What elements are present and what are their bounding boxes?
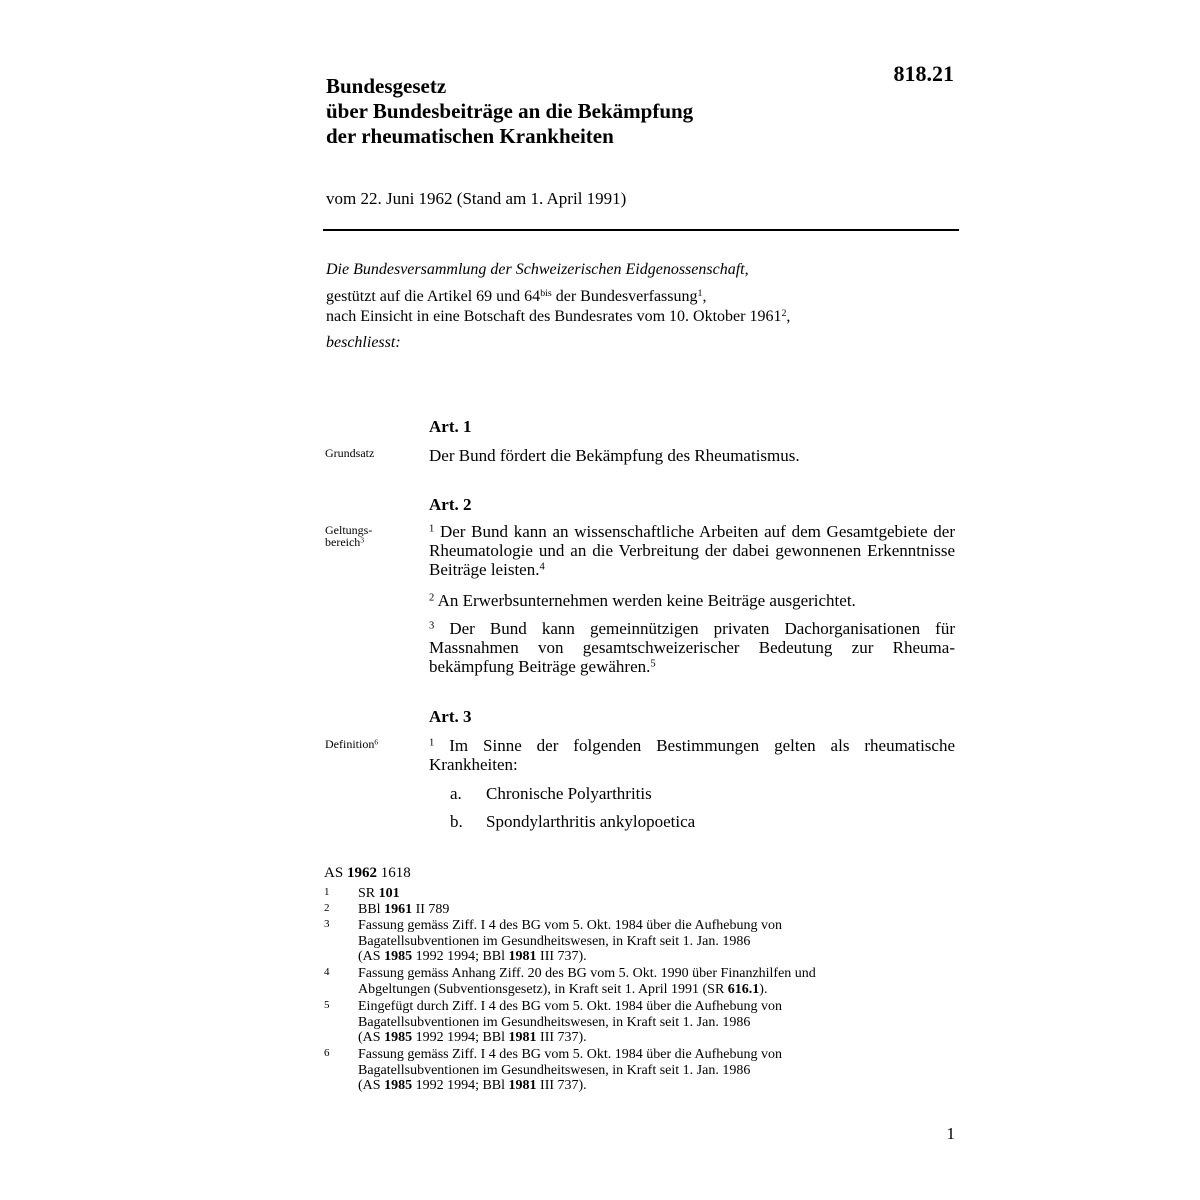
paragraph-text: An Erwerbsunternehmen werden keine Beiträge ausgerichtet. — [434, 591, 856, 610]
paragraph-number: 1 — [429, 523, 435, 535]
article-2-heading: Art. 2 — [429, 495, 472, 514]
preamble-message — [326, 307, 956, 327]
article-3-margin-word: Definition — [325, 737, 375, 751]
footnote-bold: 1981 — [508, 1078, 537, 1093]
footnote-bold: 1985 — [384, 949, 413, 964]
official-collection-reference — [324, 864, 411, 882]
footnote-line: Fassung gemäss Ziff. I 4 des BG vom 5. Okt. 1984 über die Aufhebung von — [358, 918, 782, 933]
footnote-number: 5 — [324, 999, 330, 1011]
paragraph-number: 2 — [429, 592, 435, 604]
footnote-number: 3 — [324, 918, 330, 930]
footnote-bold: 1961 — [384, 902, 413, 917]
footnote-line: Fassung gemäss Anhang Ziff. 20 des BG vom 5. Okt. 1990 über Finanzhilfen und — [358, 966, 816, 981]
article-2-margin-word: bereich — [325, 535, 361, 549]
preamble-message-end: , — [786, 308, 791, 325]
title-line-2: über Bundesbeiträge an die Bekämpfung — [326, 99, 694, 123]
footnote-bold: 616.1 — [727, 981, 760, 997]
preamble-message-text: nach Einsicht in eine Botschaft des Bundesrates vom 10. Oktober 1961 — [326, 308, 782, 325]
footnote-text: III 737). — [536, 949, 587, 964]
list-item-letter: a. — [450, 784, 462, 803]
footnote-text: 1992 1994; BBl — [412, 949, 509, 964]
footnote-bold: 1985 — [384, 1078, 413, 1093]
footnote-line — [358, 949, 964, 965]
paragraph-text: Im Sinne der folgenden Bestimmungen gelten als rheumatische Krankheiten: — [429, 736, 955, 774]
footnote-line: Bagatellsubventionen im Gesundheitswesen, in Kraft seit 1. Jan. 1986 — [358, 933, 751, 949]
footnote-line — [358, 886, 964, 902]
footnote-ref-4[interactable]: 4 — [539, 561, 545, 573]
list-item-text: Chronische Polyarthritis — [486, 784, 652, 803]
paragraph-text: Der Bund kann gemeinnützigen privaten Dachorganisationen für Massnahmen von gesamtschweizerischer Bedeutung zur Rheuma-bekämpfung Beiträge gewähren. — [429, 619, 955, 676]
article-2-margin-line-2 — [325, 536, 420, 548]
footnote-2 — [324, 902, 964, 918]
footnote-5 — [324, 999, 964, 1046]
preamble-basis-text: gestützt auf die Artikel 69 und 64 — [326, 288, 541, 305]
paragraph-number: 1 — [429, 737, 435, 749]
footnote-text: Abgeltungen (Subventionsgesetz), in Kraft seit 1. April 1991 (SR — [358, 981, 728, 997]
footnote-text: II 789 — [412, 902, 450, 917]
footnote-text: 1992 1994; BBl — [412, 1030, 509, 1045]
footnote-3 — [324, 918, 964, 965]
article-2-margin-note — [325, 524, 420, 548]
footnote-text: ). — [759, 981, 768, 997]
footnote-4 — [324, 966, 964, 997]
article-1-text: Der Bund fördert die Bekämpfung des Rheumatismus. — [429, 446, 800, 465]
footnote-ref-5[interactable]: 5 — [650, 658, 656, 670]
article-3-paragraph-1 — [429, 736, 955, 774]
preamble-basis-text-2: der Bundesverfassung — [551, 288, 698, 305]
footnote-ref-3[interactable]: 3 — [360, 535, 365, 545]
footnote-bold: 1981 — [508, 949, 537, 964]
preamble-basis-end: , — [702, 288, 707, 305]
preamble-decides: beschliesst: — [326, 334, 401, 351]
article-2-paragraph-2 — [429, 591, 955, 610]
footnote-text: III 737). — [536, 1030, 587, 1045]
sr-number: 818.21 — [893, 61, 954, 86]
footnote-line: Eingefügt durch Ziff. I 4 des BG vom 5. Okt. 1984 über die Aufhebung von — [358, 999, 782, 1014]
header-rule — [323, 229, 959, 231]
footnote-bold: 1985 — [384, 1030, 413, 1045]
footnote-number: 2 — [324, 902, 330, 914]
paragraph-text: Der Bund kann an wissenschaftliche Arbeiten auf dem Gesamtgebiete der Rheumatologie und an die Verbreitung der dabei gewonnenen Erkenntnisse Beiträge leisten. — [429, 522, 955, 579]
preamble-assembly: Die Bundesversammlung der Schweizerischen Eidgenossenschaft, — [326, 261, 749, 278]
footnote-line — [358, 902, 964, 918]
footnote-text: (AS — [358, 949, 385, 964]
article-2-paragraph-3 — [429, 619, 955, 676]
title-line-1: Bundesgesetz — [326, 74, 447, 98]
footnote-6 — [324, 1047, 964, 1094]
list-item-text: Spondylarthritis ankylopoetica — [486, 812, 696, 831]
footnote-number: 1 — [324, 886, 330, 898]
article-1-margin-note: Grundsatz — [325, 446, 375, 460]
footnote-line — [358, 982, 964, 998]
footnote-bold: 1981 — [508, 1030, 537, 1045]
footnote-number: 6 — [324, 1047, 330, 1059]
article-3-margin-note — [325, 738, 420, 750]
article-2-margin-line-1: Geltungs- — [325, 523, 373, 537]
as-page: 1618 — [376, 865, 411, 881]
law-date: vom 22. Juni 1962 (Stand am 1. April 1991) — [326, 189, 627, 208]
footnote-text: (AS — [358, 1078, 385, 1093]
footnote-text: SR — [358, 886, 379, 901]
list-item-letter: b. — [450, 812, 463, 831]
footnote-line: Fassung gemäss Ziff. I 4 des BG vom 5. Okt. 1984 über die Aufhebung von — [358, 1047, 782, 1062]
paragraph-number: 3 — [429, 620, 435, 632]
article-1-heading: Art. 1 — [429, 417, 472, 436]
article-2-paragraph-1 — [429, 522, 955, 579]
as-label: AS — [324, 865, 347, 881]
footnote-ref-1[interactable]: 1 — [697, 288, 703, 300]
footnote-text: 1992 1994; BBl — [412, 1078, 509, 1093]
as-year: 1962 — [346, 865, 377, 881]
footnote-text: (AS — [358, 1030, 385, 1045]
footnote-line — [358, 1078, 964, 1094]
footnote-text: BBl — [358, 902, 385, 917]
title-line-3: der rheumatischen Krankheiten — [326, 124, 614, 148]
article-3-heading: Art. 3 — [429, 707, 472, 726]
footnote-text: III 737). — [536, 1078, 587, 1093]
footnote-line: Bagatellsubventionen im Gesundheitswesen, in Kraft seit 1. Jan. 1986 — [358, 1014, 751, 1030]
footnote-ref-2[interactable]: 2 — [781, 308, 787, 320]
preamble-basis — [326, 287, 956, 307]
footnote-line — [358, 1030, 964, 1046]
footnote-number: 4 — [324, 966, 330, 978]
footnote-ref-6[interactable]: 6 — [374, 737, 379, 747]
footnote-bold: 101 — [378, 886, 400, 901]
preamble-bis: bis — [540, 288, 552, 300]
footnote-line: Bagatellsubventionen im Gesundheitswesen, in Kraft seit 1. Jan. 1986 — [358, 1062, 751, 1078]
footnote-1 — [324, 886, 964, 902]
page-number: 1 — [946, 1124, 955, 1143]
